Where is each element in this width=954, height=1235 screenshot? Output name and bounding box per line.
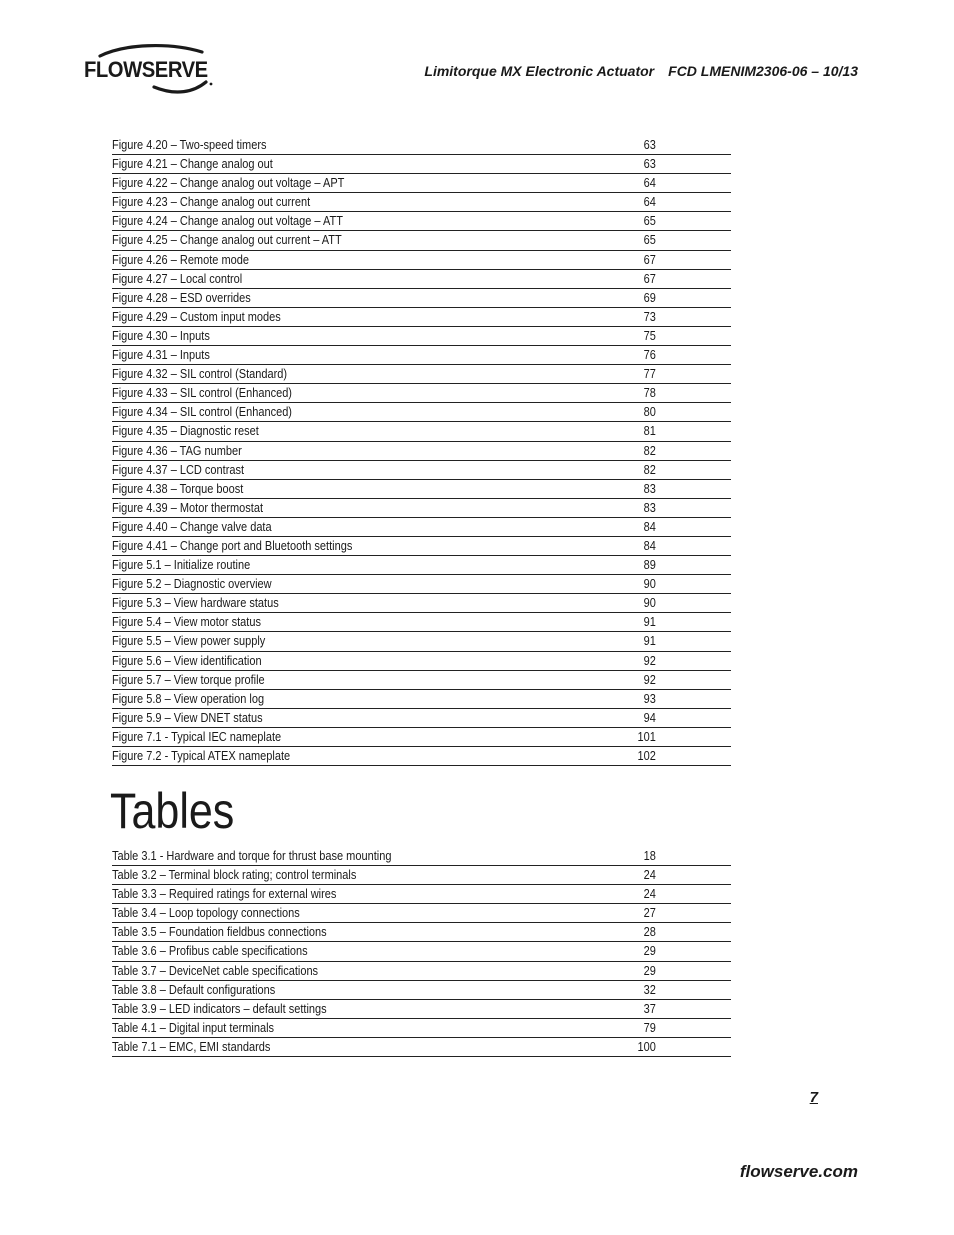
figure-entry[interactable] xyxy=(112,690,731,709)
entry-page-number: 82 xyxy=(643,443,656,458)
entry-page-number: 94 xyxy=(643,710,656,725)
table-entry[interactable] xyxy=(112,981,731,1000)
entry-label: Figure 4.21 – Change analog out xyxy=(112,157,273,172)
entry-label: Figure 4.35 – Diagnostic reset xyxy=(112,424,259,439)
entry-label: Figure 5.2 – Diagnostic overview xyxy=(112,577,272,592)
figure-entry[interactable] xyxy=(112,346,731,365)
figure-entry[interactable] xyxy=(112,327,731,346)
figure-entry[interactable] xyxy=(112,461,731,480)
logo-wordmark: FLOWSERVE xyxy=(84,57,208,82)
entry-label: Figure 5.9 – View DNET status xyxy=(112,710,263,725)
entry-label: Figure 4.39 – Motor thermostat xyxy=(112,500,264,515)
tables-heading: Tables xyxy=(110,783,235,839)
entry-page-number: 83 xyxy=(643,500,656,515)
entry-page-number: 90 xyxy=(643,577,656,592)
figure-entry[interactable] xyxy=(112,384,731,403)
entry-page-number: 29 xyxy=(643,963,656,978)
figure-entry[interactable] xyxy=(112,537,731,556)
entry-label: Table 3.9 – LED indicators – default settings xyxy=(112,1001,327,1016)
list-of-tables xyxy=(112,847,731,1057)
figure-entry[interactable] xyxy=(112,556,731,575)
entry-page-number: 80 xyxy=(643,405,656,420)
figure-entry[interactable] xyxy=(112,632,731,651)
table-entry[interactable] xyxy=(112,1019,731,1038)
footer-url[interactable]: flowserve.com xyxy=(739,1162,858,1181)
entry-page-number: 92 xyxy=(643,653,656,668)
entry-label: Figure 4.26 – Remote mode xyxy=(112,252,249,267)
entry-page-number: 18 xyxy=(643,849,656,863)
entry-label: Figure 4.41 – Change port and Bluetooth settings xyxy=(112,538,353,553)
figure-entry[interactable] xyxy=(112,174,731,193)
entry-label: Table 3.5 – Foundation fieldbus connections xyxy=(112,925,327,940)
entry-page-number: 65 xyxy=(643,233,656,248)
entry-page-number: 69 xyxy=(643,290,656,305)
figure-entry[interactable] xyxy=(112,403,731,422)
entry-page-number: 84 xyxy=(643,538,656,553)
entry-page-number: 24 xyxy=(643,887,656,902)
entry-page-number: 91 xyxy=(643,634,656,649)
figure-entry[interactable] xyxy=(112,613,731,632)
figure-entry[interactable] xyxy=(112,270,731,289)
entry-label: Figure 4.33 – SIL control (Enhanced) xyxy=(112,386,292,401)
entry-page-number: 32 xyxy=(643,982,656,997)
table-entry[interactable] xyxy=(112,1000,731,1019)
entry-label: Figure 5.1 – Initialize routine xyxy=(112,558,251,573)
figure-entry[interactable] xyxy=(112,308,731,327)
entry-label: Figure 4.28 – ESD overrides xyxy=(112,290,251,305)
entry-page-number: 101 xyxy=(637,729,656,744)
entry-page-number: 83 xyxy=(643,481,656,496)
document-code: FCD LMENIM2306-06 – 10/13 xyxy=(668,63,858,79)
entry-page-number: 64 xyxy=(643,195,656,210)
entry-page-number: 82 xyxy=(643,462,656,477)
figure-entry[interactable] xyxy=(112,365,731,384)
entry-label: Figure 4.32 – SIL control (Standard) xyxy=(112,367,288,382)
table-entry[interactable] xyxy=(112,923,731,942)
table-entry[interactable] xyxy=(112,866,731,885)
figure-entry[interactable] xyxy=(112,289,731,308)
figure-entry[interactable] xyxy=(112,499,731,518)
entry-label: Figure 5.3 – View hardware status xyxy=(112,596,279,611)
entry-page-number: 67 xyxy=(643,271,656,286)
entry-label: Table 3.2 – Terminal block rating; control terminals xyxy=(112,868,357,883)
entry-label: Figure 4.40 – Change valve data xyxy=(112,519,272,534)
figure-entry[interactable] xyxy=(112,251,731,270)
entry-label: Figure 4.20 – Two-speed timers xyxy=(112,138,267,152)
figure-entry[interactable] xyxy=(112,709,731,728)
entry-page-number: 89 xyxy=(643,558,656,573)
entry-page-number: 93 xyxy=(643,691,656,706)
entry-page-number: 90 xyxy=(643,596,656,611)
entry-page-number: 37 xyxy=(643,1001,656,1016)
entry-page-number: 63 xyxy=(643,157,656,172)
entry-label: Figure 4.27 – Local control xyxy=(112,271,243,286)
entry-label: Figure 4.38 – Torque boost xyxy=(112,481,244,496)
entry-label: Figure 4.23 – Change analog out current xyxy=(112,195,311,210)
entry-page-number: 64 xyxy=(643,176,656,191)
entry-label: Table 7.1 – EMC, EMI standards xyxy=(112,1039,271,1054)
table-entry[interactable] xyxy=(112,885,731,904)
figure-entry[interactable] xyxy=(112,747,731,766)
entry-page-number: 73 xyxy=(643,309,656,324)
entry-page-number: 65 xyxy=(643,214,656,229)
entry-page-number: 76 xyxy=(643,348,656,363)
entry-label: Figure 4.34 – SIL control (Enhanced) xyxy=(112,405,292,420)
entry-page-number: 29 xyxy=(643,944,656,959)
table-entry[interactable] xyxy=(112,847,731,866)
figure-entry[interactable] xyxy=(112,728,731,747)
figure-entry[interactable] xyxy=(112,518,731,537)
entry-page-number: 77 xyxy=(643,367,656,382)
entry-page-number: 81 xyxy=(643,424,656,439)
entry-page-number: 75 xyxy=(643,328,656,343)
entry-label: Figure 4.24 – Change analog out voltage – ATT xyxy=(112,214,343,229)
entry-label: Table 3.3 – Required ratings for external wires xyxy=(112,887,337,902)
entry-label: Figure 4.22 – Change analog out voltage – APT xyxy=(112,176,345,191)
list-of-figures xyxy=(112,136,731,766)
figure-entry[interactable] xyxy=(112,671,731,690)
entry-page-number: 27 xyxy=(643,906,656,921)
entry-label: Figure 7.2 - Typical ATEX nameplate xyxy=(112,749,291,763)
table-entry[interactable] xyxy=(112,942,731,961)
entry-label: Figure 4.30 – Inputs xyxy=(112,328,210,343)
entry-label: Figure 5.6 – View identification xyxy=(112,653,262,668)
figure-entry[interactable] xyxy=(112,155,731,174)
entry-label: Figure 7.1 - Typical IEC nameplate xyxy=(112,729,282,744)
figure-entry[interactable] xyxy=(112,480,731,499)
figure-entry[interactable] xyxy=(112,652,731,671)
figure-entry[interactable] xyxy=(112,442,731,461)
entry-label: Figure 5.5 – View power supply xyxy=(112,634,266,649)
product-name: Limitorque MX Electronic Actuator xyxy=(424,63,655,79)
table-entry[interactable] xyxy=(112,1038,731,1057)
entry-label: Figure 4.37 – LCD contrast xyxy=(112,462,245,477)
figure-entry[interactable] xyxy=(112,136,731,155)
entry-label: Figure 5.4 – View motor status xyxy=(112,615,261,630)
entry-label: Table 3.6 – Profibus cable specifications xyxy=(112,944,308,959)
entry-label: Figure 4.29 – Custom input modes xyxy=(112,309,281,324)
entry-label: Figure 5.8 – View operation log xyxy=(112,691,265,706)
entry-label: Figure 5.7 – View torque profile xyxy=(112,672,265,687)
entry-label: Table 3.7 – DeviceNet cable specifications xyxy=(112,963,319,978)
entry-page-number: 84 xyxy=(643,519,656,534)
entry-label: Table 3.1 - Hardware and torque for thrust base mounting xyxy=(112,849,392,863)
page-number: 7 xyxy=(809,1089,818,1106)
document-header xyxy=(424,63,858,79)
figure-entry[interactable] xyxy=(112,575,731,594)
entry-page-number: 79 xyxy=(643,1020,656,1035)
entry-page-number: 24 xyxy=(643,868,656,883)
figure-entry[interactable] xyxy=(112,231,731,250)
entry-page-number: 28 xyxy=(643,925,656,940)
figure-entry[interactable] xyxy=(112,422,731,441)
entry-page-number: 102 xyxy=(637,749,656,763)
entry-label: Figure 4.31 – Inputs xyxy=(112,348,210,363)
figure-entry[interactable] xyxy=(112,193,731,212)
entry-label: Figure 4.36 – TAG number xyxy=(112,443,242,458)
figure-entry[interactable] xyxy=(112,594,731,613)
table-entry[interactable] xyxy=(112,962,731,981)
entry-page-number: 63 xyxy=(643,138,656,152)
entry-label: Table 3.8 – Default configurations xyxy=(112,982,276,997)
flowserve-logo xyxy=(84,42,224,96)
figure-entry[interactable] xyxy=(112,212,731,231)
entry-label: Table 3.4 – Loop topology connections xyxy=(112,906,300,921)
entry-page-number: 91 xyxy=(643,615,656,630)
entry-page-number: 100 xyxy=(637,1039,656,1054)
entry-page-number: 67 xyxy=(643,252,656,267)
entry-page-number: 78 xyxy=(643,386,656,401)
entry-label: Table 4.1 – Digital input terminals xyxy=(112,1020,275,1035)
table-entry[interactable] xyxy=(112,904,731,923)
entry-label: Figure 4.25 – Change analog out current – ATT xyxy=(112,233,342,248)
entry-page-number: 92 xyxy=(643,672,656,687)
